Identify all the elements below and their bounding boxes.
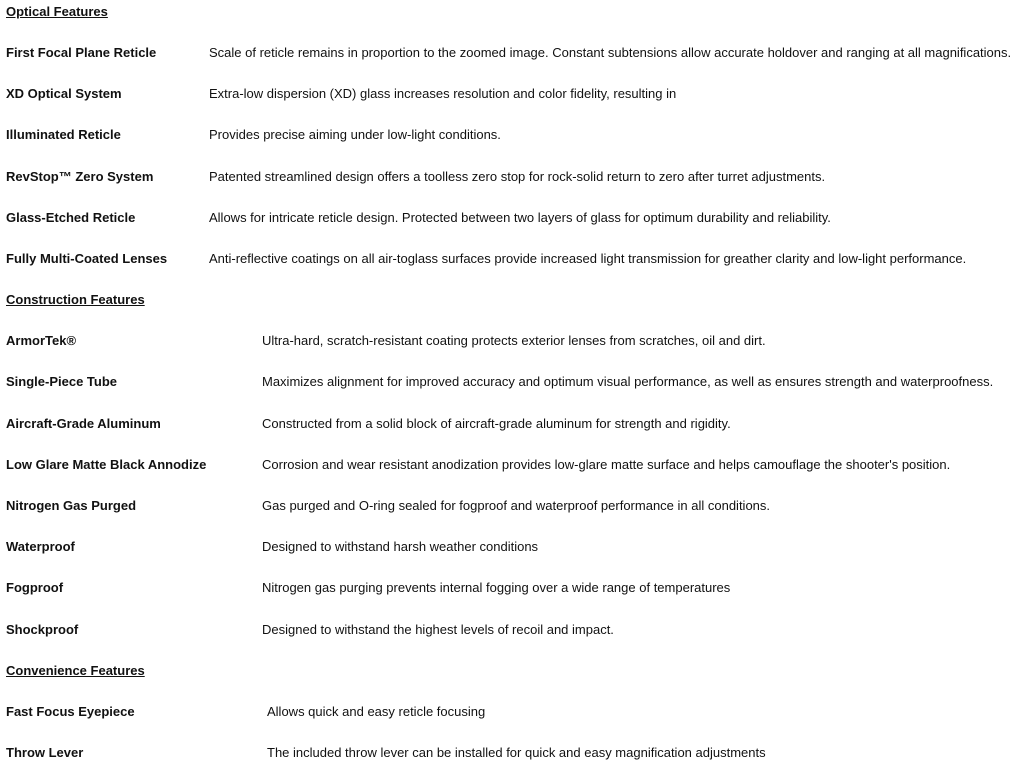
feature-row [0, 374, 1031, 390]
feature-label: Aircraft-Grade Aluminum [6, 416, 161, 431]
feature-label: First Focal Plane Reticle [6, 45, 157, 60]
feature-row [0, 539, 1031, 555]
feature-label: ArmorTek® [6, 333, 77, 348]
feature-label: XD Optical System [6, 86, 122, 101]
section-heading-convenience: Convenience Features [6, 663, 145, 678]
feature-label: Shockproof [6, 622, 79, 637]
feature-label: RevStop™ Zero System [6, 169, 154, 184]
feature-row [0, 251, 1031, 267]
feature-description: Gas purged and O-ring sealed for fogproof and waterproof performance in all conditions. [262, 498, 771, 513]
feature-description: Extra-low dispersion (XD) glass increases resolution and color fidelity, resulting in [209, 86, 677, 101]
feature-description: Provides precise aiming under low-light conditions. [209, 127, 501, 142]
feature-label: Low Glare Matte Black Annodize [6, 457, 207, 472]
section-heading-construction: Construction Features [6, 292, 145, 307]
section-heading-optical: Optical Features [6, 4, 108, 19]
feature-label: Fully Multi-Coated Lenses [6, 251, 168, 266]
feature-description: Nitrogen gas purging prevents internal fogging over a wide range of temperatures [262, 580, 731, 595]
feature-label: Fogproof [6, 580, 64, 595]
feature-row [0, 86, 1031, 102]
feature-description: Corrosion and wear resistant anodization provides low-glare matte surface and helps camouflage the shooter's position. [262, 457, 951, 472]
feature-description: Constructed from a solid block of aircraft-grade aluminum for strength and rigidity. [262, 416, 731, 431]
feature-row [0, 210, 1031, 226]
feature-row [0, 622, 1031, 638]
feature-label: Illuminated Reticle [6, 127, 121, 142]
feature-description: Designed to withstand the highest levels of recoil and impact. [262, 622, 614, 637]
feature-description: Ultra-hard, scratch-resistant coating protects exterior lenses from scratches, oil and dirt. [262, 333, 766, 348]
feature-description: The included throw lever can be installed for quick and easy magnification adjustments [267, 745, 766, 760]
feature-description: Scale of reticle remains in proportion to the zoomed image. Constant subtensions allow accurate holdover and ranging at all magnifications. [209, 45, 1012, 60]
feature-description: Allows quick and easy reticle focusing [267, 704, 486, 719]
feature-row [0, 416, 1031, 432]
feature-description: Allows for intricate reticle design. Protected between two layers of glass for optimum durability and reliability. [209, 210, 831, 225]
feature-row [0, 169, 1031, 185]
feature-row [0, 704, 1031, 720]
feature-description: Patented streamlined design offers a toolless zero stop for rock-solid return to zero after turret adjustments. [209, 169, 826, 184]
feature-label: Glass-Etched Reticle [6, 210, 136, 225]
feature-label: Single-Piece Tube [6, 374, 118, 389]
feature-description: Anti-reflective coatings on all air-toglass surfaces provide increased light transmission for greather clarity and low-light performance. [209, 251, 967, 266]
feature-row [0, 127, 1031, 143]
feature-description: Designed to withstand harsh weather conditions [262, 539, 539, 554]
feature-description: Maximizes alignment for improved accuracy and optimum visual performance, as well as ensures strength and waterproofness. [262, 374, 994, 389]
feature-label: Fast Focus Eyepiece [6, 704, 135, 719]
feature-label: Throw Lever [6, 745, 84, 760]
feature-label: Nitrogen Gas Purged [6, 498, 137, 513]
feature-label: Waterproof [6, 539, 75, 554]
feature-row [0, 45, 1031, 61]
feature-row [0, 745, 1031, 761]
feature-row [0, 457, 1031, 473]
feature-row [0, 498, 1031, 514]
feature-row [0, 580, 1031, 596]
feature-row [0, 333, 1031, 349]
